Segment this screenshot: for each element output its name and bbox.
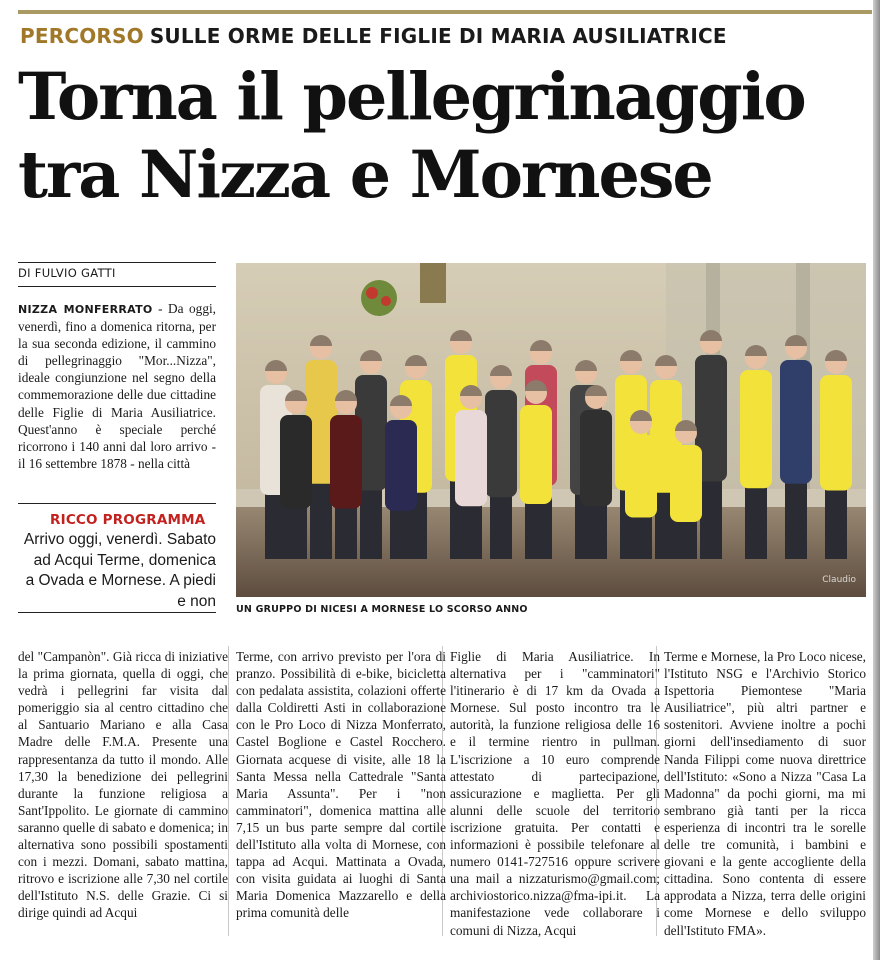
column-divider [228,646,229,936]
person-figure [280,415,312,509]
person-legs [825,487,847,560]
person-legs [335,505,357,560]
person-legs [745,484,767,559]
body-column-1: del "Campanòn". Già ricca di iniziative la prima giornata, quella di oggi, che vedrà i pellegrini far visita dal pomeriggio sia al centro cittadino che al Santuario Mariano e alla Casa Madre delle F.M.A. Presente una rappresentanza da tutto il mondo. Alle 17,30 la benedizione dei pellegrini durante la funzione religiosa a Sant'Ippolito. Le giornate di cammino saranno quelle di sabato e domenica; in alternativa sono possibili spostamenti con i mezzi. Domani, sabato mattina, ritrovo e iscrizione alle 7,30 nel cortile dell'Istituto N.S. delle Grazie. Ci si dirige quindi ad Acqui [18,649,228,921]
person-legs [630,514,652,560]
person-figure [580,410,612,506]
person-figure [455,410,487,506]
person-legs [585,502,607,559]
person-legs [490,493,512,559]
headline-line-1: Torna il pellegrinaggio [18,59,805,135]
kicker-text: SULLE ORME DELLE FIGLIE DI MARIA AUSILIATRICE [149,24,727,48]
person-legs [460,502,482,559]
person-figure [670,445,702,522]
person-legs [285,505,307,560]
headline-line-2: tra Nizza e Mornese [18,137,712,213]
byline: DI FULVIO GATTI [18,266,116,280]
lead-paragraph [18,300,216,472]
photo-credit: Claudio [822,575,856,585]
person-figure [485,390,517,497]
person-legs [785,480,807,559]
byline-bottom-rule [18,286,216,287]
dateline: NIZZA MONFERRATO [18,303,153,316]
person-legs [360,487,382,560]
section-kicker [20,24,727,48]
person-legs [700,478,722,560]
person-figure [780,360,812,484]
person-legs [310,480,332,559]
top-rule [18,10,872,14]
box-title: RICCO PROGRAMMA [50,512,206,528]
person-figure [820,375,852,491]
kicker-section: PERCORSO [20,24,144,48]
person-legs [675,518,697,559]
byline-top-rule [18,262,216,263]
body-column-4: Terme e Mornese, la Pro Loco nicese, l'Istituto NSG e l'Archivio Storico Ispettoria Piemontese "Maria Ausiliatrice", più altri partner e sostenitori. Avviene inoltre a pochi giorni dell'insediamento di suor Nanda Filippi come nuova direttrice dell'Istituto: «Sono a Nizza "Casa La Madonna" da pochi giorni, ma mi sembrano già tanti per la ricca esperienza di incontri tra le sorelle delle tre comunità, i bambini e giovani e la gente accogliente della cittadina. Sono contenta di essere approdata a Nizza, terra delle origini come Mornese e dello sviluppo dell'Istituto FMA». [664,649,866,938]
box-bottom-rule [18,612,216,613]
body-column-3: Figlie di Maria Ausiliatrice. In alternativa per i "camminatori" l'itinerario è di 17 km da Ovada a Mornese. Sul posto incontro tra le autorità, la funzione religiosa delle 16 e il termine rientro in pullman. L'iscrizione a 10 euro comprende attestato di partecipazione, assicurazione e maglietta. Per gli alunni delle scuole del territorio iscrizione gratuita. Per contatti e informazioni è possibile telefonare al numero 0141-727516 oppure scrivere una mail a nizzaturismo@gmail.com; archiviostorico.nizza@fma-ipi.it. La manifestazione vede collaborare i comuni di Nizza, Acqui [450,649,660,938]
box-top-rule [18,503,216,504]
person-legs [390,507,412,559]
person-figure [740,370,772,488]
body-column-2: Terme, con arrivo previsto per l'ora di pranzo. Possibilità di e-bike, bicicletta con pedalata assistita, colazioni offerte dalla Coldiretti Asti in collaborazione con le Pro Loco di Nizza Monferrato, Castel Boglione e Castel Rocchero. Giornata acquese di visite, alle 18 la Santa Messa nella Cattedrale "Santa Maria Assunta". Per i "non camminatori", domenica mattina alle 7,15 un bus parte sempre dal cortile dell'Istituto alla volta di Mornese, con tappa ad Acqui. Mattinata a Ovada, con visita guidata ai luoghi di Santa Maria Domenica Mazzarello e della prima comunità delle [236,649,446,921]
photo-caption: UN GRUPPO DI NICESI A MORNESE LO SCORSO ANNO [236,604,528,615]
person-legs [525,500,547,559]
box-text: Arrivo oggi, venerdì. Sabato ad Acqui Terme, domenica a Ovada e Mornese. A piedi e non [23,531,216,610]
person-figure [330,415,362,509]
page-edge-shadow [873,0,880,960]
person-figure [385,420,417,511]
group-photo [236,263,866,597]
person-figure [625,435,657,518]
lead-text: - Da oggi, venerdì, fino a domenica ritorna, per la sua seconda edizione, il cammino di pellegrinaggio "Mor...Nizza", ideale congiunzione nel segno della commemorazione delle due cittadine delle Figlie di Maria Ausiliatrice. Quest'anno è speciale perché ricorrono i 140 anni dal loro arrivo - il 16 settembre 1878 - nella città [18,301,216,471]
person-figure [520,405,552,504]
headline [18,58,805,214]
